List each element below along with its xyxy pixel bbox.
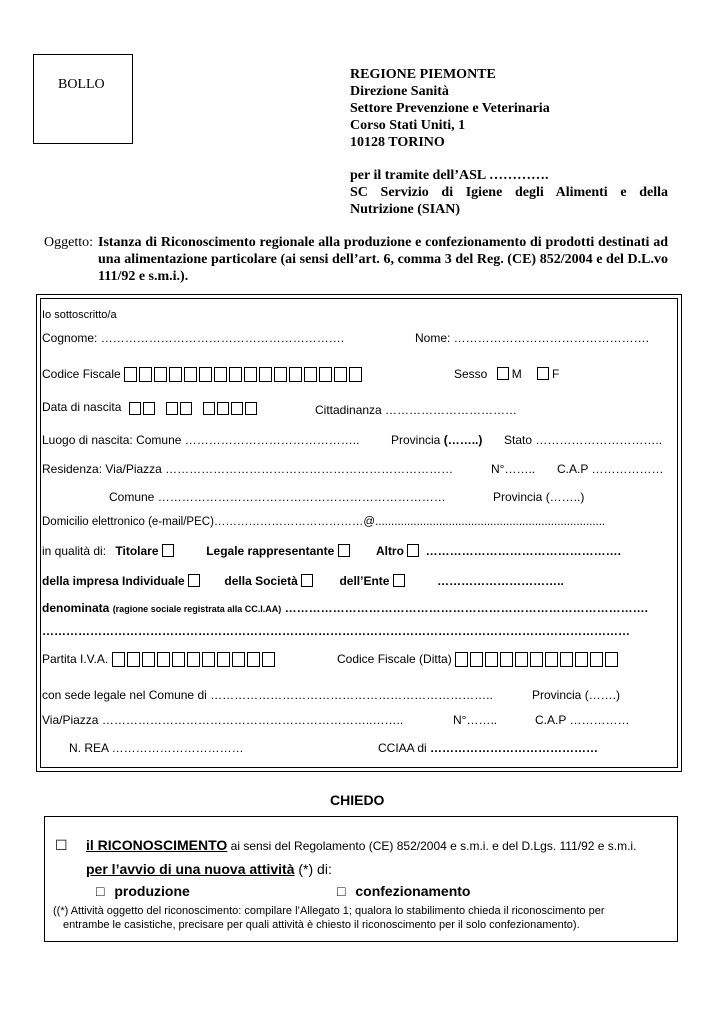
- altro-field[interactable]: ………………………………………….: [425, 544, 621, 558]
- domicilio-elettronico[interactable]: Domicilio elettronico (e-mail/PEC)…………………………………@........................................................................: [42, 516, 606, 528]
- qualita-label: in qualità di:: [42, 544, 107, 558]
- confezionamento-label: confezionamento: [355, 883, 471, 899]
- data-nascita-year[interactable]: [203, 402, 259, 416]
- applicant-form: [36, 294, 682, 772]
- char-box[interactable]: [247, 652, 260, 667]
- oggetto-label: Oggetto:: [44, 235, 93, 250]
- char-box[interactable]: [217, 652, 230, 667]
- sesso-label: Sesso: [454, 367, 488, 381]
- impresa-individuale-label: della impresa Individuale: [42, 574, 185, 588]
- char-box[interactable]: [112, 652, 125, 667]
- data-nascita-month[interactable]: [166, 402, 194, 416]
- char-box[interactable]: [214, 367, 227, 382]
- char-box[interactable]: [349, 367, 362, 382]
- char-box[interactable]: [319, 367, 332, 382]
- char-box[interactable]: [244, 367, 257, 382]
- ente-field[interactable]: …………………………..: [437, 574, 564, 588]
- residenza-numero[interactable]: N°……..: [491, 462, 536, 476]
- ente-label: dell’Ente: [339, 574, 390, 588]
- char-box[interactable]: [184, 367, 197, 382]
- cciaa-field[interactable]: ……………………………………: [430, 741, 599, 755]
- char-box[interactable]: [154, 367, 167, 382]
- char-box[interactable]: [530, 652, 543, 667]
- char-box[interactable]: [590, 652, 603, 667]
- char-box[interactable]: [142, 652, 155, 667]
- denominata-continuation[interactable]: …………………………………………………………………………………………………………………………………: [42, 624, 630, 638]
- codice-fiscale-label: Codice Fiscale: [42, 367, 121, 381]
- luogo-nascita-label: Luogo di nascita:: [42, 433, 133, 447]
- denominata-label: denominata: [42, 601, 110, 615]
- char-box[interactable]: [202, 652, 215, 667]
- codice-fiscale-boxes[interactable]: [124, 367, 364, 383]
- avvio-rest: (*) di:: [298, 861, 332, 877]
- char-box[interactable]: [500, 652, 513, 667]
- char-box[interactable]: [515, 652, 528, 667]
- char-box[interactable]: [545, 652, 558, 667]
- char-box[interactable]: [274, 367, 287, 382]
- chiedo-heading: CHIEDO: [330, 792, 385, 808]
- riconoscimento-text: ai sensi del Regolamento (CE) 852/2004 e s.m.i. e del D.Lgs. 111/92 e s.m.i.: [230, 839, 637, 853]
- sede-via-piazza[interactable]: Via/Piazza …………………………………………………………..……..: [42, 713, 404, 727]
- nome-field[interactable]: Nome: ………………………………………….: [415, 331, 650, 345]
- altro-checkbox[interactable]: [407, 544, 419, 557]
- char-box[interactable]: [334, 367, 347, 382]
- cognome-field[interactable]: Cognome: …………………………………………………….: [42, 331, 345, 345]
- societa-checkbox[interactable]: [301, 574, 313, 587]
- sede-legale-field[interactable]: con sede legale nel Comune di ……………………………………………………………..: [42, 688, 493, 702]
- request-box: [44, 816, 678, 942]
- avvio-attivita: per l’avvio di una nuova attività: [86, 861, 295, 877]
- oggetto: [44, 234, 668, 285]
- char-box[interactable]: [169, 367, 182, 382]
- sesso-m-label: M: [511, 367, 522, 381]
- stato-field[interactable]: Stato …………………………..: [504, 433, 663, 447]
- char-box[interactable]: [455, 652, 468, 667]
- altro-label: Altro: [375, 544, 404, 558]
- provincia-label: Provincia: [391, 433, 441, 447]
- cittadinanza-field[interactable]: Cittadinanza ……………………………: [315, 403, 518, 417]
- address-sc: Nutrizione (SIAN): [350, 202, 461, 217]
- denominata-field[interactable]: ……………………………………………………………………………….: [284, 601, 648, 615]
- impresa-individuale-checkbox[interactable]: [188, 574, 200, 587]
- partita-iva-label: Partita I.V.A.: [42, 652, 109, 666]
- societa-label: della Società: [224, 574, 298, 588]
- sede-numero[interactable]: N°……..: [453, 713, 498, 727]
- address-line: 10128 TORINO: [350, 135, 445, 150]
- char-box[interactable]: [139, 367, 152, 382]
- address-line: Settore Prevenzione e Veterinaria: [350, 101, 550, 116]
- char-box[interactable]: [605, 652, 618, 667]
- char-box[interactable]: [470, 652, 483, 667]
- char-box[interactable]: [229, 367, 242, 382]
- luogo-nascita-comune[interactable]: Comune ……………………………………..: [136, 433, 360, 447]
- address-sc: SC Servizio di Igiene degli Alimenti e della: [350, 185, 668, 200]
- data-nascita-day[interactable]: [129, 402, 157, 416]
- char-box[interactable]: [157, 652, 170, 667]
- cciaa-label: CCIAA di: [378, 741, 427, 755]
- char-box[interactable]: [199, 367, 212, 382]
- partita-iva-boxes[interactable]: [112, 652, 277, 668]
- denominata-note: (ragione sociale registrata alla CC.I.AA): [112, 604, 282, 614]
- residenza-cap[interactable]: C.A.P ………………: [557, 462, 664, 476]
- sottoscritto-label: Io sottoscritto/a: [42, 309, 117, 321]
- char-box[interactable]: [560, 652, 573, 667]
- residenza-provincia[interactable]: Provincia (……..): [493, 490, 585, 504]
- data-nascita-label: Data di nascita: [42, 400, 122, 414]
- note-line: ((*) Attività oggetto del riconoscimento: compilare l’Allegato 1; qualora lo stabilimento chieda il riconoscimento per: [53, 905, 605, 917]
- char-box[interactable]: [289, 367, 302, 382]
- char-box[interactable]: [124, 367, 137, 382]
- residenza-comune[interactable]: Comune ………………………………………………………………: [109, 490, 446, 504]
- sede-provincia[interactable]: Provincia (…….): [532, 688, 621, 702]
- riconoscimento-checkbox[interactable]: ☐: [55, 837, 68, 853]
- char-box[interactable]: [575, 652, 588, 667]
- rea-field[interactable]: N. REA ……………………………: [69, 741, 244, 755]
- riconoscimento-title: il RICONOSCIMENTO: [86, 837, 228, 853]
- address-asl: per il tramite dell’ASL ………….: [350, 168, 549, 183]
- oggetto-text: Istanza di Riconoscimento regionale alla produzione e confezionamento di prodotti destinati ad una alimentazione particolare (ai sensi dell’art. 6, comma 3 del Reg. (CE) 852/2004 e del D.L.vo 111/92 e s.m.i.).: [98, 235, 668, 284]
- sesso-m-checkbox[interactable]: [497, 367, 509, 380]
- sesso-f-checkbox[interactable]: [537, 367, 549, 380]
- char-box[interactable]: [187, 652, 200, 667]
- char-box[interactable]: [172, 652, 185, 667]
- address-line: Corso Stati Uniti, 1: [350, 118, 466, 133]
- cf-ditta-label: Codice Fiscale (Ditta): [337, 652, 452, 666]
- sede-cap[interactable]: C.A.P ……………: [535, 713, 630, 727]
- provincia-field[interactable]: (……..): [443, 433, 483, 447]
- char-box[interactable]: [304, 367, 317, 382]
- ente-checkbox[interactable]: [393, 574, 405, 587]
- legale-checkbox[interactable]: [338, 544, 350, 557]
- cf-ditta-boxes[interactable]: [455, 652, 620, 668]
- char-box[interactable]: [127, 652, 140, 667]
- char-box[interactable]: [259, 367, 272, 382]
- sesso-f-label: F: [552, 367, 560, 381]
- bollo-box: [33, 54, 133, 144]
- confezionamento-checkbox[interactable]: □: [337, 883, 346, 899]
- legale-label: Legale rappresentante: [206, 544, 335, 558]
- titolare-checkbox[interactable]: [162, 544, 174, 557]
- titolare-label: Titolare: [115, 544, 159, 558]
- char-box[interactable]: [262, 652, 275, 667]
- note-line: entrambe le casistiche, precisare per quali attività è chiesto il riconoscimento per il solo confezionamento).: [63, 919, 580, 931]
- produzione-checkbox[interactable]: □: [96, 883, 105, 899]
- produzione-label: produzione: [114, 883, 190, 899]
- char-box[interactable]: [232, 652, 245, 667]
- address-line: REGIONE PIEMONTE: [350, 67, 496, 82]
- residenza-field[interactable]: Residenza: Via/Piazza ………………………………………………………………: [42, 462, 454, 476]
- recipient-address: [350, 66, 668, 218]
- bollo-label: BOLLO: [58, 77, 105, 92]
- char-box[interactable]: [485, 652, 498, 667]
- address-line: Direzione Sanità: [350, 84, 449, 99]
